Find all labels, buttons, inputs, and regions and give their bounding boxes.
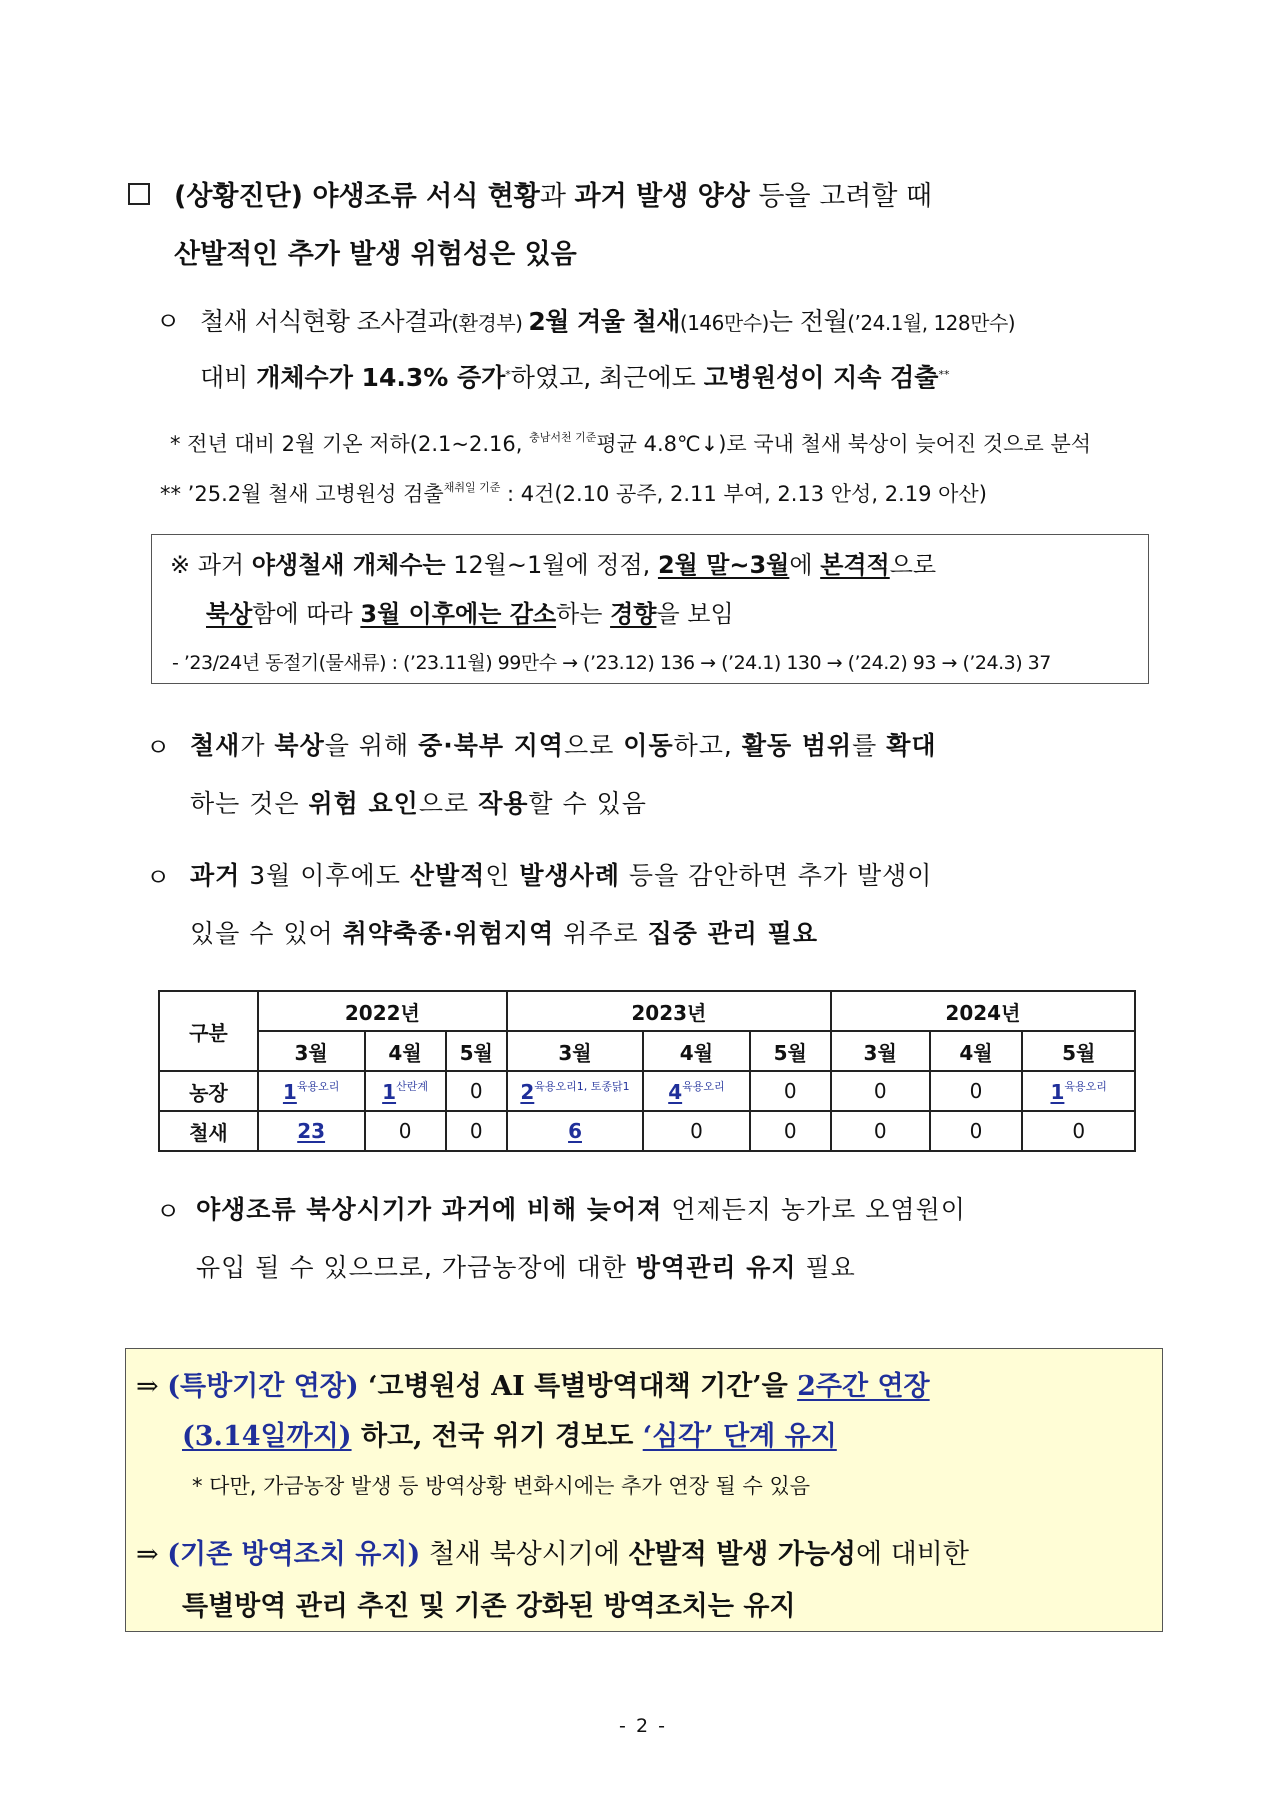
conclusion1-line1: ⇒ (특방기간 연장) ‘고병원성 AI 특별방역대책 기간’을 2주간 연장: [136, 1371, 930, 1402]
cell-value: 0: [1072, 1119, 1086, 1143]
table-cell: [831, 1071, 930, 1111]
arrow-icon: ⇒: [136, 1539, 159, 1570]
table-cell: [365, 1071, 446, 1111]
cell-annotation: 산란계: [396, 1080, 428, 1093]
section1-line1: (상황진단) 야생조류 서식 현황과 과거 발생 양상 등을 고려할 때: [174, 181, 933, 212]
table-cell: [643, 1111, 750, 1151]
table-cell: [831, 1111, 930, 1151]
table-month: 5월: [750, 1031, 831, 1071]
cell-value: 0: [969, 1079, 983, 1103]
table-year: 2023년: [507, 991, 831, 1031]
cell-value: 0: [873, 1079, 887, 1103]
table-row: [159, 1071, 1135, 1111]
cell-value: 0: [469, 1119, 483, 1143]
bullet3-line2: 있을 수 있어 취약축종·위험지역 위주로 집중 관리 필요: [190, 919, 818, 948]
conclusion1-line2: (3.14일까지) 하고, 전국 위기 경보도 ‘심각’ 단계 유지: [182, 1421, 837, 1452]
cell-annotation: 육용오리: [296, 1080, 340, 1093]
cell-value: 0: [873, 1119, 887, 1143]
table-cell: [258, 1111, 365, 1151]
table-cell: [446, 1071, 507, 1111]
arrow-icon: ⇒: [136, 1371, 159, 1402]
cell-value: 2: [520, 1080, 535, 1104]
table-row-label: 철새: [159, 1111, 258, 1151]
conclusion2-line1: ⇒ (기존 방역조치 유지) 철새 북상시기에 산발적 발생 가능성에 대비한: [136, 1539, 969, 1570]
cell-value: 1: [382, 1080, 397, 1104]
bullet2-line2: 하는 것은 위험 요인으로 작용할 수 있음: [190, 789, 647, 818]
bullet4-line1: 야생조류 북상시기가 과거에 비해 늦어져 언제든지 농가로 오염원이: [196, 1195, 966, 1224]
table-cell: [750, 1071, 831, 1111]
table-year: 2022년: [258, 991, 507, 1031]
cell-value: 1: [1050, 1080, 1065, 1104]
footnote-2: ** ’25.2월 철새 고병원성 검출$^{채취일 기준}$ : 4건(2.10 공주, 2.11 부여, 2.13 안성, 2.19 아산): [160, 481, 987, 506]
cell-annotation: 육용오리1, 토종닭1: [534, 1080, 630, 1093]
bullet4-line2: 유입 될 수 있으므로, 가금농장에 대한 방역관리 유지 필요: [196, 1253, 856, 1282]
bullet2-line1: 철새가 북상을 위해 중·북부 지역으로 이동하고, 활동 범위를 확대: [190, 731, 937, 760]
section1-line2: 산발적인 추가 발생 위험성은 있음: [174, 239, 577, 270]
bullet-marker: ㅇ: [156, 1197, 181, 1226]
table-cell: [446, 1111, 507, 1151]
table-month: 3월: [507, 1031, 643, 1071]
outbreak-table: [158, 990, 1136, 1152]
bullet-marker: ㅇ: [146, 863, 171, 892]
cell-value: 0: [783, 1079, 797, 1103]
cell-value: 0: [398, 1119, 412, 1143]
table-cell: [750, 1111, 831, 1151]
table-year: 2024년: [831, 991, 1135, 1031]
table-cell: [643, 1071, 750, 1111]
table-cell: [507, 1071, 643, 1111]
notebox-line3: - ’23/24년 동절기(물새류) : (’23.11월) 99만수 → (’23.12) 136 → (’24.1) 130 → (’24.2) 93 → (’24.3) 37: [172, 652, 1051, 674]
table-row-label: 농장: [159, 1071, 258, 1111]
table-header-label: 구분: [159, 991, 258, 1071]
table-header-row: [159, 991, 1135, 1031]
notebox-line2: 북상함에 따라 3월 이후에는 감소하는 경향을 보임: [206, 600, 734, 628]
bullet1-line1: 철새 서식현황 조사결과(환경부) 2월 겨울 철새(146만수)는 전월(’24.1월, 128만수): [200, 307, 1016, 336]
table-month: 4월: [365, 1031, 446, 1071]
table-month: 4월: [930, 1031, 1023, 1071]
table-cell: [1022, 1071, 1135, 1111]
table-cell: [507, 1111, 643, 1151]
table-cell: [930, 1111, 1023, 1151]
footnote-1: * 전년 대비 2월 기온 저하(2.1~2.16, $^{충남서천 기준}$평균 4.8℃↓)로 국내 철새 북상이 늦어진 것으로 분석: [170, 431, 1092, 456]
cell-value: 23: [297, 1119, 326, 1143]
table-row: [159, 1111, 1135, 1151]
bullet-marker: ㅇ: [146, 733, 171, 762]
cell-annotation: 육용오리: [1064, 1080, 1107, 1093]
bullet-marker: ㅇ: [156, 307, 181, 336]
cell-value: 1: [282, 1080, 297, 1104]
table-month: 3월: [831, 1031, 930, 1071]
conclusion1-note: * 다만, 가금농장 발생 등 방역상황 변화시에는 추가 연장 될 수 있음: [192, 1474, 811, 1498]
table-cell: [930, 1071, 1023, 1111]
cell-value: 6: [568, 1119, 582, 1143]
page-number: - 2 -: [619, 1715, 667, 1737]
cell-value: 0: [469, 1079, 483, 1103]
conclusion2-line2: 특별방역 관리 추진 및 기존 강화된 방역조치는 유지: [182, 1591, 796, 1622]
table-cell: [258, 1071, 365, 1111]
notebox-line1: ※ 과거 야생철새 개체수는 12월~1월에 정점, 2월 말~3월에 본격적으로: [170, 551, 937, 579]
bullet3-line1: 과거 3월 이후에도 산발적인 발생사례 등을 감안하면 추가 발생이: [190, 861, 933, 890]
cell-value: 0: [969, 1119, 983, 1143]
cell-annotation: 육용오리: [682, 1080, 725, 1093]
cell-value: 0: [783, 1119, 797, 1143]
table-cell: [365, 1111, 446, 1151]
cell-value: 4: [668, 1080, 683, 1104]
table-month: 5월: [1022, 1031, 1135, 1071]
table-month: 5월: [446, 1031, 507, 1071]
table-month: 4월: [643, 1031, 750, 1071]
table-month: 3월: [258, 1031, 365, 1071]
cell-value: 0: [690, 1119, 703, 1143]
table-month-row: [159, 1031, 1135, 1071]
bullet1-line2: 대비 개체수가 14.3% 증가*하였고, 최근에도 고병원성이 지속 검출**: [200, 363, 950, 392]
section-checkbox: [128, 183, 150, 205]
table-cell: [1022, 1111, 1135, 1151]
